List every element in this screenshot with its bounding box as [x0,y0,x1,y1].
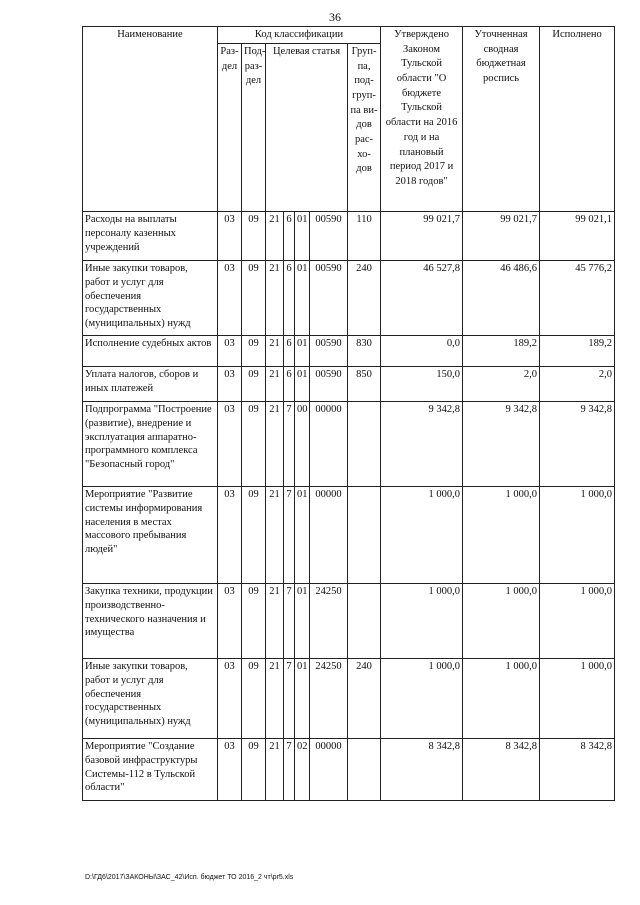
table-row [83,260,615,335]
row-target-3: 01 [295,366,310,401]
table-row [83,366,615,401]
row-executed: 1 000,0 [540,658,615,738]
row-expense-type [348,583,381,658]
row-target-4: 00000 [310,486,348,583]
row-executed: 1 000,0 [540,486,615,583]
row-target-4: 00590 [310,366,348,401]
row-target-1: 21 [266,486,284,583]
row-target-3: 01 [295,211,310,260]
row-name: Исполнение судебных актов [83,335,218,366]
row-target-2: 7 [284,401,295,486]
row-section: 03 [218,738,242,800]
row-target-4: 00000 [310,401,348,486]
row-target-1: 21 [266,335,284,366]
row-target-1: 21 [266,366,284,401]
row-target-1: 21 [266,260,284,335]
row-target-4: 00590 [310,335,348,366]
row-name: Закупка техники, продукции производственно-технического назначения и имущества [83,583,218,658]
row-target-2: 6 [284,211,295,260]
row-target-1: 21 [266,401,284,486]
col-header-name: Наименование [83,27,218,212]
row-target-3: 01 [295,486,310,583]
col-header-refined: Уточненная сводная бюджетная роспись [463,27,540,212]
row-name: Мероприятие "Создание базовой инфраструктуры Системы-112 в Тульской области" [83,738,218,800]
row-approved: 150,0 [381,366,463,401]
row-subsection: 09 [242,401,266,486]
row-approved: 46 527,8 [381,260,463,335]
row-target-1: 21 [266,738,284,800]
row-subsection: 09 [242,260,266,335]
row-section: 03 [218,335,242,366]
table-row [83,658,615,738]
row-refined: 2,0 [463,366,540,401]
row-subsection: 09 [242,583,266,658]
row-refined: 1 000,0 [463,658,540,738]
row-executed: 99 021,1 [540,211,615,260]
row-approved: 9 342,8 [381,401,463,486]
budget-table [82,26,615,801]
row-refined: 8 342,8 [463,738,540,800]
row-subsection: 09 [242,738,266,800]
col-header-target-article: Целевая статья [266,43,348,211]
row-name: Уплата налогов, сборов и иных платежей [83,366,218,401]
row-executed: 1 000,0 [540,583,615,658]
table-row [83,335,615,366]
row-section: 03 [218,486,242,583]
row-refined: 1 000,0 [463,583,540,658]
row-target-3: 01 [295,658,310,738]
row-name: Мероприятие "Развитие системы информирования населения в местах массового пребывания людей" [83,486,218,583]
file-path-footer: D:\ГД6\2017\ЗАКОНЫ\ЗАС_42\Исп. бюджет ТО 2016_2 чт\pr5.xls [85,874,294,881]
row-expense-type: 110 [348,211,381,260]
row-approved: 8 342,8 [381,738,463,800]
row-subsection: 09 [242,211,266,260]
row-expense-type [348,738,381,800]
row-target-2: 7 [284,658,295,738]
row-refined: 46 486,6 [463,260,540,335]
row-refined: 189,2 [463,335,540,366]
row-section: 03 [218,583,242,658]
row-expense-type [348,401,381,486]
row-refined: 1 000,0 [463,486,540,583]
row-section: 03 [218,401,242,486]
row-approved: 1 000,0 [381,658,463,738]
row-approved: 1 000,0 [381,583,463,658]
row-target-4: 24250 [310,658,348,738]
row-target-3: 00 [295,401,310,486]
row-name: Иные закупки товаров, работ и услуг для обеспечения государственных (муниципальных) нужд [83,260,218,335]
col-header-approved: Утверждено Законом Тульской области "О бюджете Тульской области на 2016 год и на плановый период 2017 и 2018 годов" [381,27,463,212]
col-header-expense-type: Груп-па, под-груп-па ви-дов рас-хо-дов [348,43,381,211]
row-name: Расходы на выплаты персоналу казенных учреждений [83,211,218,260]
row-subsection: 09 [242,335,266,366]
row-approved: 1 000,0 [381,486,463,583]
row-approved: 99 021,7 [381,211,463,260]
col-header-code: Код классификации [218,27,381,44]
table-row [83,401,615,486]
table-row [83,583,615,658]
row-section: 03 [218,658,242,738]
row-refined: 9 342,8 [463,401,540,486]
row-executed: 2,0 [540,366,615,401]
row-executed: 9 342,8 [540,401,615,486]
row-target-4: 24250 [310,583,348,658]
row-target-2: 7 [284,738,295,800]
row-target-2: 7 [284,583,295,658]
row-expense-type: 830 [348,335,381,366]
row-section: 03 [218,260,242,335]
row-target-3: 01 [295,260,310,335]
row-name: Подпрограмма "Построение (развитие), внедрение и эксплуатация аппаратно-программного комплекса "Безопасный город" [83,401,218,486]
row-approved: 0,0 [381,335,463,366]
row-executed: 45 776,2 [540,260,615,335]
row-target-2: 6 [284,366,295,401]
table-row [83,486,615,583]
col-header-executed: Исполнено [540,27,615,212]
row-expense-type: 850 [348,366,381,401]
table-row [83,738,615,800]
col-header-section: Раз-дел [218,43,242,211]
row-target-1: 21 [266,211,284,260]
row-section: 03 [218,211,242,260]
row-target-4: 00590 [310,211,348,260]
row-refined: 99 021,7 [463,211,540,260]
table-row [83,211,615,260]
row-target-3: 01 [295,583,310,658]
row-target-4: 00000 [310,738,348,800]
row-target-2: 6 [284,260,295,335]
row-section: 03 [218,366,242,401]
row-target-3: 02 [295,738,310,800]
row-executed: 189,2 [540,335,615,366]
page-number: 36 [329,10,341,24]
row-target-4: 00590 [310,260,348,335]
row-target-2: 7 [284,486,295,583]
row-expense-type [348,486,381,583]
col-header-subsection: Под-раз-дел [242,43,266,211]
row-subsection: 09 [242,658,266,738]
row-subsection: 09 [242,366,266,401]
row-executed: 8 342,8 [540,738,615,800]
row-target-1: 21 [266,583,284,658]
row-subsection: 09 [242,486,266,583]
row-target-2: 6 [284,335,295,366]
row-expense-type: 240 [348,260,381,335]
row-expense-type: 240 [348,658,381,738]
row-target-3: 01 [295,335,310,366]
row-target-1: 21 [266,658,284,738]
row-name: Иные закупки товаров, работ и услуг для обеспечения государственных (муниципальных) нужд [83,658,218,738]
